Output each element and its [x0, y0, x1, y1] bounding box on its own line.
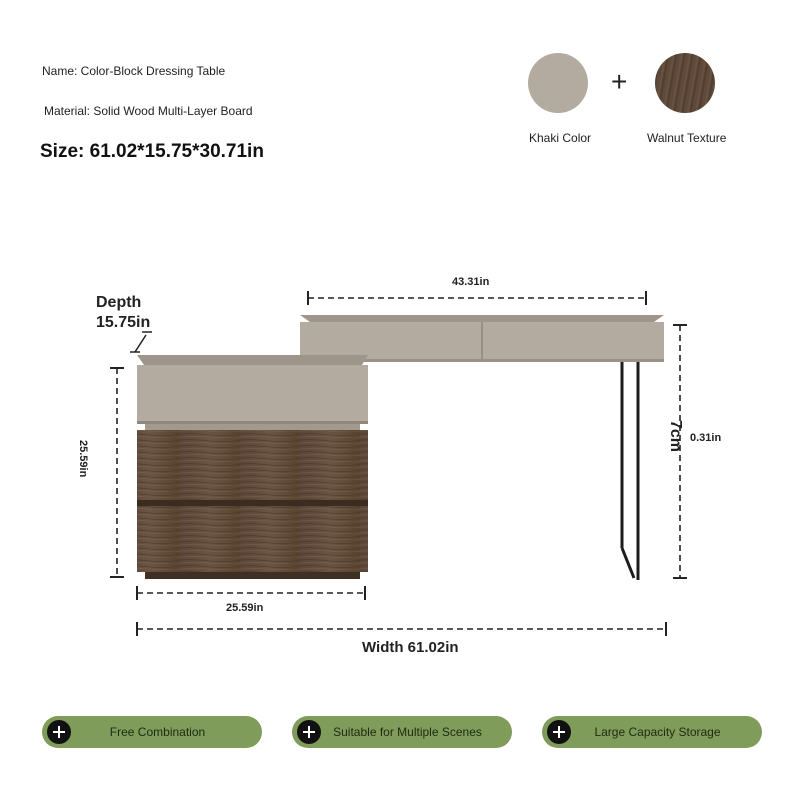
desk-top [300, 315, 664, 362]
product-size: Size: 61.02*15.75*30.71in [40, 141, 264, 162]
feature-pill-multiple-scenes[interactable] [292, 716, 512, 748]
cabinet-top-drawer [137, 355, 368, 430]
product-material: Material: Solid Wood Multi-Layer Board [44, 104, 253, 118]
khaki-label: Khaki Color [529, 131, 592, 145]
plus-circle-icon [47, 720, 71, 744]
walnut-label: Walnut Texture [647, 131, 727, 145]
depth-marker [130, 332, 152, 352]
height-cm-label: 7cm [667, 420, 684, 453]
depth-title: Depth [96, 294, 142, 311]
plus-circle-icon [547, 720, 571, 744]
top-width-label: 43.31in [452, 276, 490, 288]
depth-label [96, 293, 150, 333]
product-name: Name: Color-Block Dressing Table [42, 64, 226, 78]
plus-circle-icon [297, 720, 321, 744]
feature-label: Suitable for Multiple Scenes [333, 725, 482, 739]
feature-pill-free-combination[interactable] [42, 716, 262, 748]
feature-label: Free Combination [109, 725, 206, 739]
height-in-label: 0.31in [690, 432, 722, 444]
plus-icon: + [611, 66, 628, 97]
cabinet-height-label: 25.59in [77, 440, 89, 478]
cabinet-width-label: 25.59in [226, 602, 264, 614]
depth-value: 15.75in [96, 314, 151, 331]
cabinet-walnut-drawers [137, 430, 368, 579]
metal-leg [622, 362, 638, 580]
feature-label: Large Capacity Storage [594, 725, 721, 739]
total-width-label: Width 61.02in [362, 639, 459, 656]
feature-pill-large-capacity[interactable] [542, 716, 762, 748]
